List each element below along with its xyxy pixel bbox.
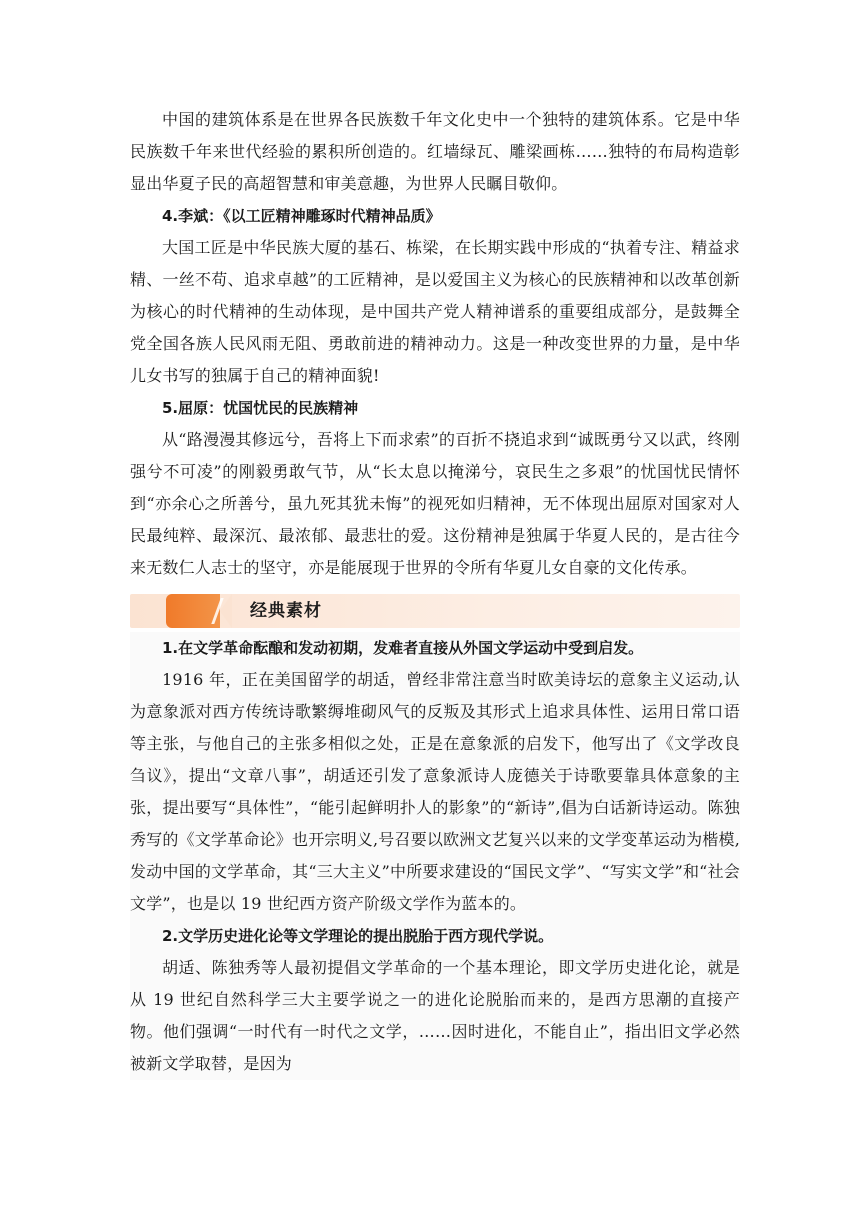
classic-material-banner [130, 594, 740, 628]
item-4-paragraph: 大国工匠是中华民族大厦的基石、栋梁，在长期实践中形成的“执着专注、精益求精、一丝不苟、追求卓越”的工匠精神，是以爱国主义为核心的民族精神和以改革创新为核心的时代精神的生动体现，是中国共产党人精神谱系的重要组成部分，是鼓舞全党全国各族人民风雨无阻、勇敢前进的精神动力。这是一种改变世界的力量，是中华儿女书写的独属于自己的精神面貌! [130, 238, 740, 385]
classic-1-paragraph: 1916 年，正在美国留学的胡适，曾经非常注意当时欧美诗坛的意象主义运动,认为意象派对西方传统诗歌繁缛堆砌风气的反叛及其形式上追求具体性、运用日常口语等主张，与他自己的主张多相似之处，正是在意象派的启发下，他写出了《文学改良刍议》，提出“文章八事”，胡适还引发了意象派诗人庞德关于诗歌要靠具体意象的主张，提出要写“具体性”，“能引起鲜明扑人的影象”的“新诗”,倡为白话新诗运动。陈独秀写的《文学革命论》也开宗明义,号召要以欧洲文艺复兴以来的文学变革运动为楷模,发动中国的文学革命，其“三大主义”中所要求建设的“国民文学”、“写实文学”和“社会文学”，也是以 19 世纪西方资产阶级文学作为蓝本的。 [130, 670, 740, 913]
banner-notch-decoration [220, 594, 232, 628]
section-title: 经典素材 [250, 601, 322, 621]
classic-2-heading: 2.文学历史进化论等文学理论的提出脱胎于西方现代学说。 [162, 927, 554, 945]
item-5-paragraph: 从“路漫漫其修远兮，吾将上下而求索”的百折不挠追求到“诚既勇兮又以武，终刚强兮不可凌”的刚毅勇敢气节，从“长太息以掩涕兮，哀民生之多艰”的忧国忧民情怀到“亦余心之所善兮，虽九死其犹未悔”的视死如归精神，无不体现出屈原对国家对人民最纯粹、最深沉、最浓郁、最悲壮的爱。这份精神是独属于华夏人民的，是古往今来无数仁人志士的坚守，亦是能展现于世界的令所有华夏儿女自豪的文化传承。 [130, 430, 740, 577]
document-body [130, 104, 740, 1080]
intro-paragraph: 中国的建筑体系是在世界各民族数千年文化史中一个独特的建筑体系。它是中华民族数千年来世代经验的累积所创造的。红墙绿瓦、雕梁画栋……独特的布局构造彰显出华夏子民的高超智慧和审美意趣，为世界人民瞩目敬仰。 [130, 110, 740, 193]
classic-1-heading: 1.在文学革命酝酿和发动初期，发难者直接从外国文学运动中受到启发。 [162, 639, 644, 657]
item-5-heading: 5.屈原：忧国忧民的民族精神 [162, 399, 359, 417]
classic-2-paragraph: 胡适、陈独秀等人最初提倡文学革命的一个基本理论，即文学历史进化论，就是从 19 世纪自然科学三大主要学说之一的进化论脱胎而来的，是西方思潮的直接产物。他们强调“一时代有一时代之文学，……因时进化，不能自止”，指出旧文学必然被新文学取替，是因为 [130, 958, 740, 1073]
item-4-heading: 4.李斌：《以工匠精神雕琢时代精神品质》 [162, 207, 441, 225]
classic-material-section [130, 632, 740, 1080]
